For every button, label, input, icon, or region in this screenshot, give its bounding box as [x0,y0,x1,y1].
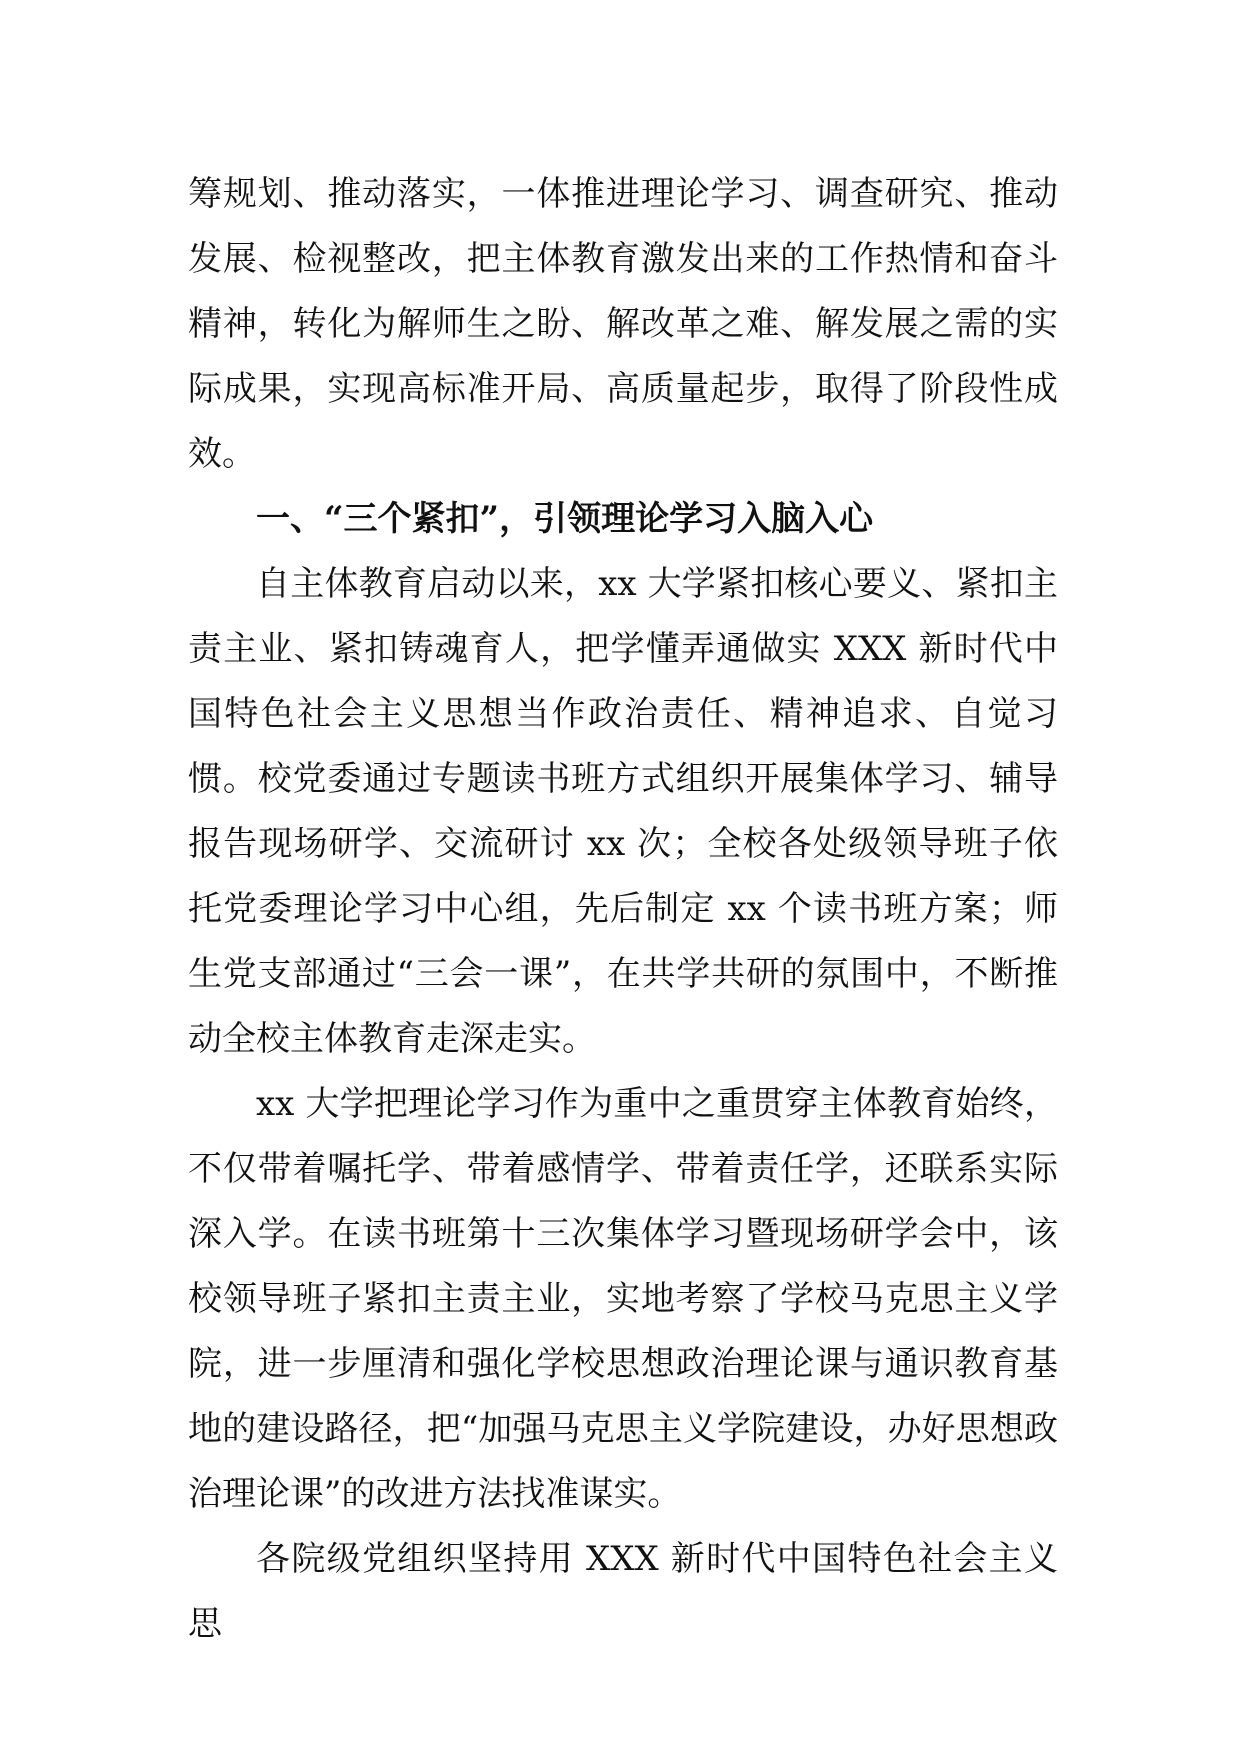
paragraph-body: xx 大学把理论学习作为重中之重贯穿主体教育始终，不仅带着嘱托学、带着感情学、带着责任学，还联系实际深入学。在读书班第十三次集体学习暨现场研学会中，该校领导班子紧扣主责主业，实地考察了学校马克思主义学院，进一步厘清和强化学校思想政治理论课与通识教育基地的建设路径，把“加强马克思主义学院建设，办好思想政治理论课”的改进方法找准谋实。 [188,1084,1058,1514]
paragraph-body: 各院级党组织坚持用 XXX 新时代中国特色社会主义思 [188,1539,1058,1644]
paragraph-continuation: 筹规划、推动落实，一体推进理论学习、调查研究、推动发展、检视整改，把主体教育激发出来的工作热情和奋斗精神，转化为解师生之盼、解改革之难、解发展之需的实际成果，实现高标准开局、高质量起步，取得了阶段性成效。 [188,174,1058,474]
section-heading: 一、“三个紧扣”，引领理论学习入脑入心 [256,499,874,539]
document-body [188,162,1058,1657]
paragraph-body: 自主体教育启动以来，xx 大学紧扣核心要义、紧扣主责主业、紧扣铸魂育人，把学懂弄通做实 XXX 新时代中国特色社会主义思想当作政治责任、精神追求、自觉习惯。校党委通过专题读书班方式组织开展集体学习、辅导报告现场研学、交流研讨 xx 次；全校各处级领导班子依托党委理论学习中心组，先后制定 xx 个读书班方案；师生党支部通过“三会一课”，在共学共研的氛围中，不断推动全校主体教育走深走实。 [188,564,1058,1059]
